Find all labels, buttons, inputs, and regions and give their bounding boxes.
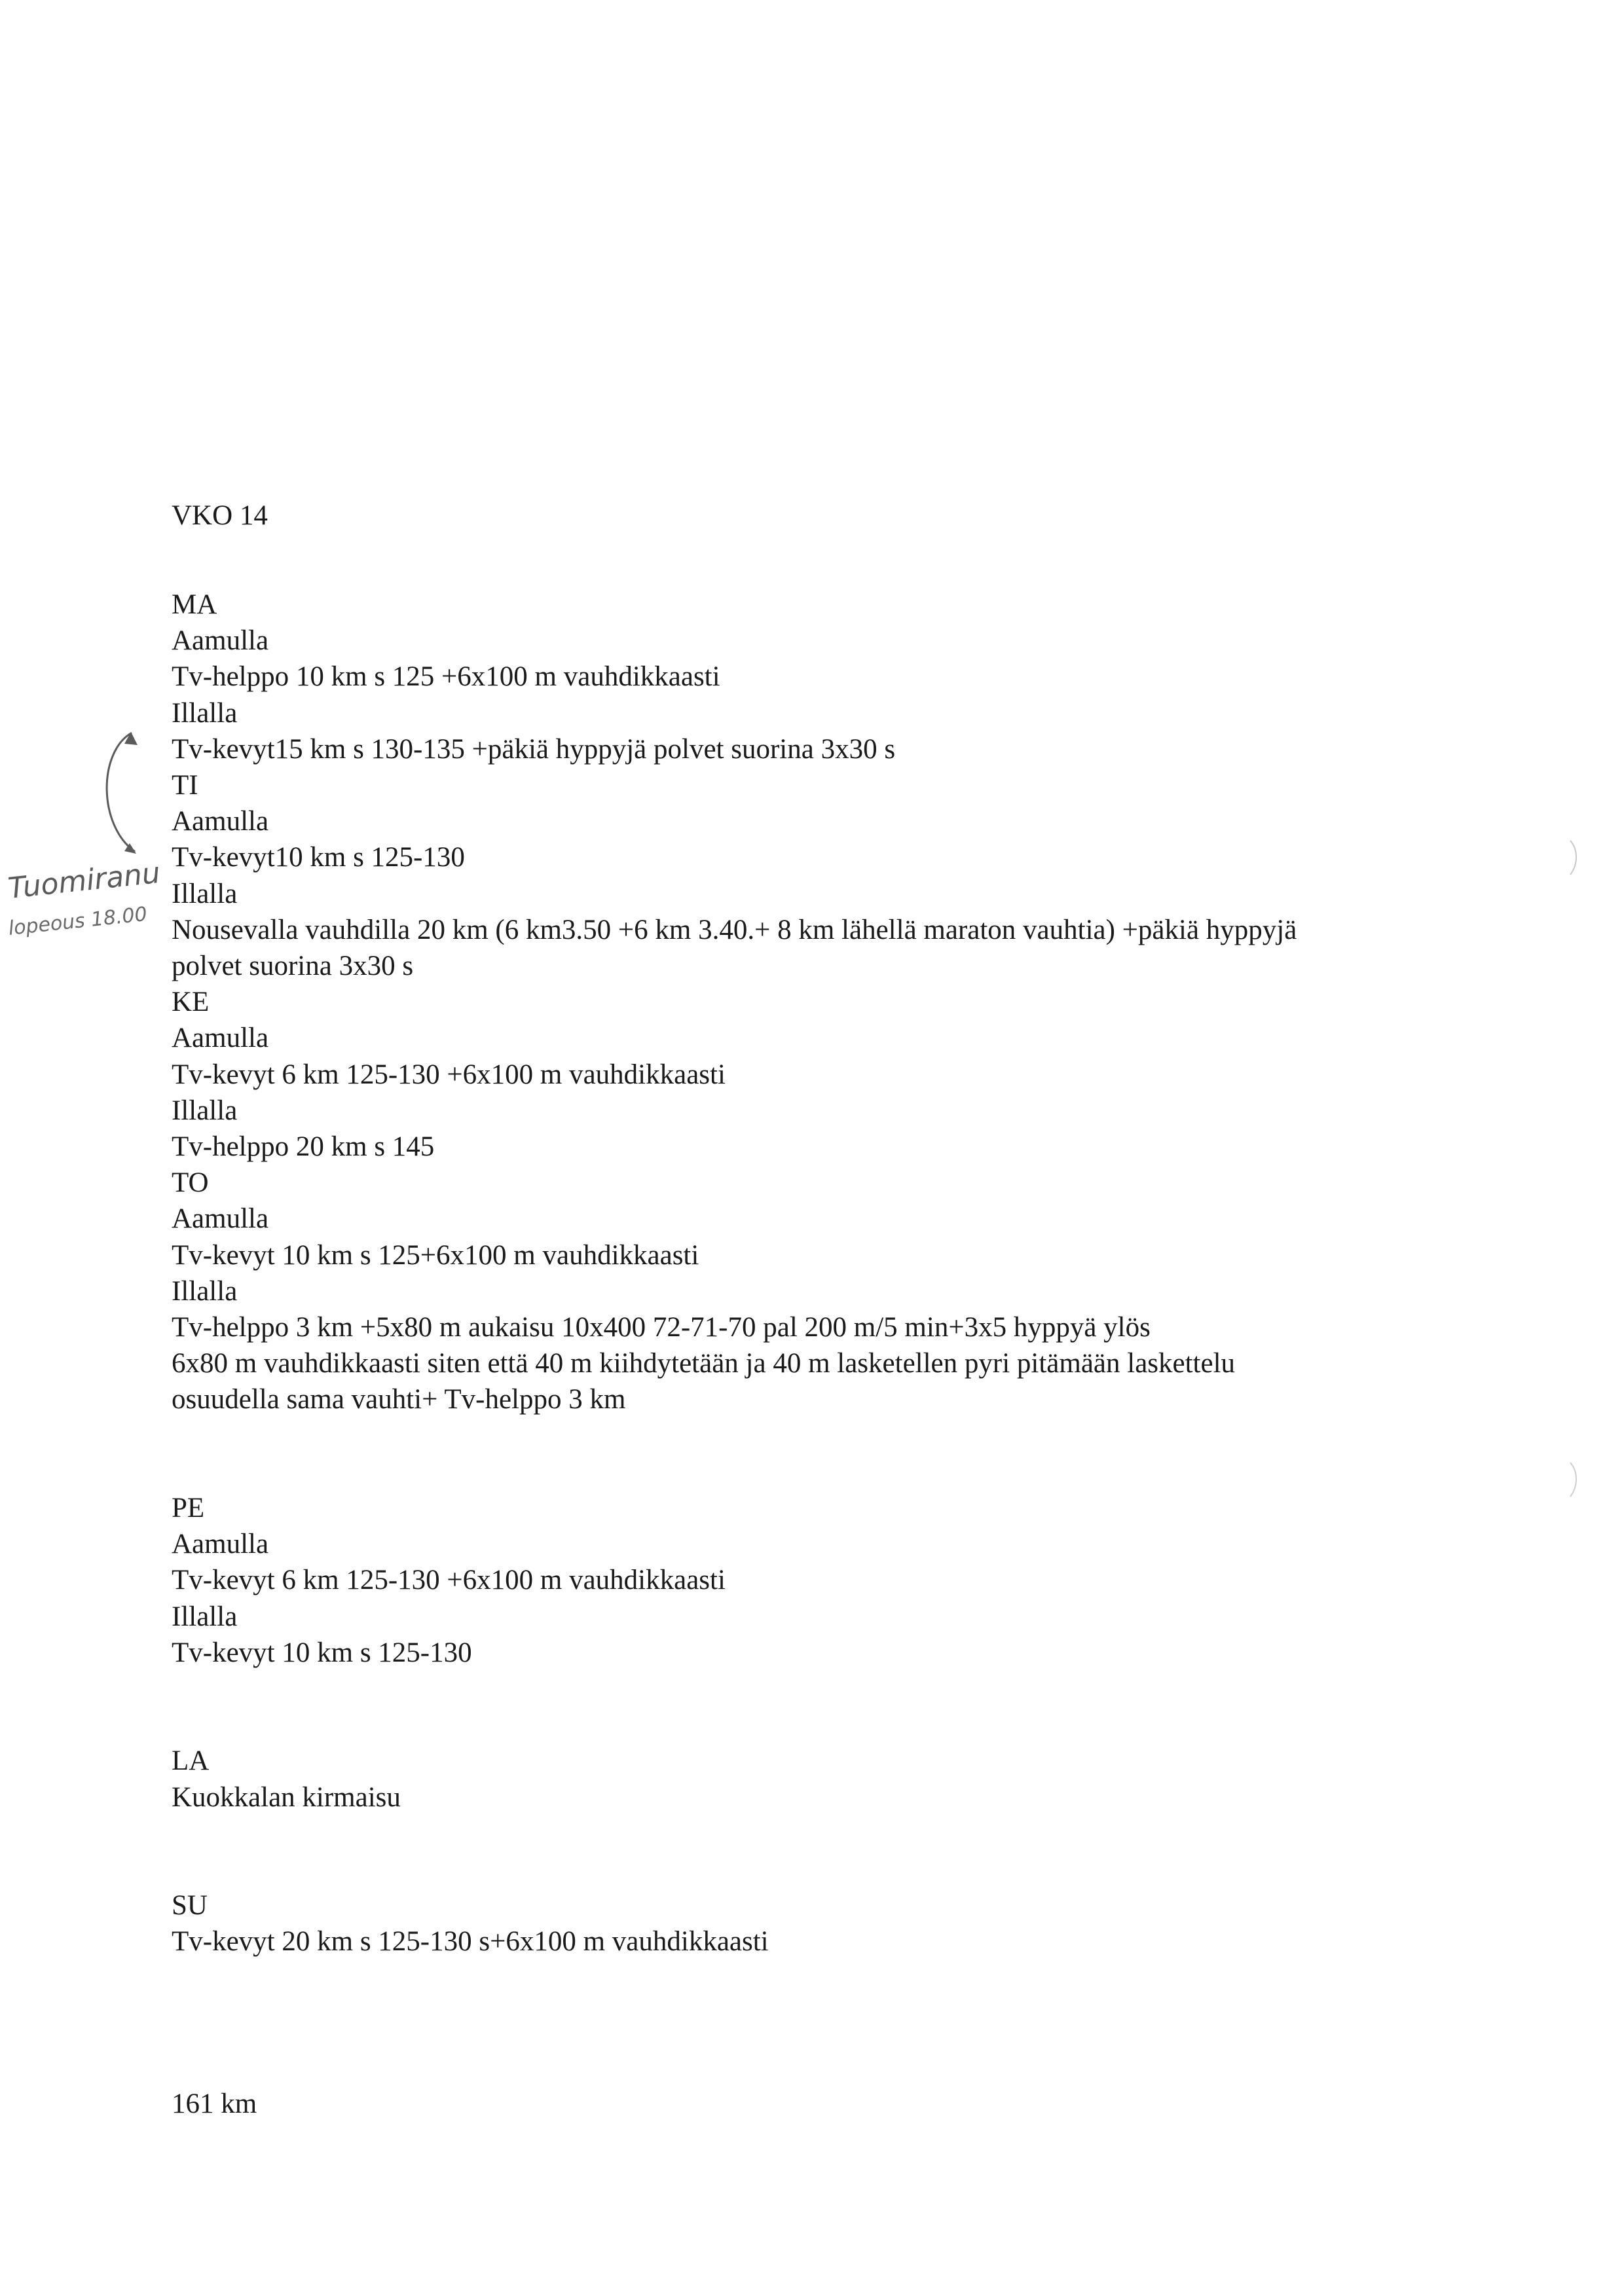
session-text: 6x80 m vauhdikkaasti siten että 40 m kiihdytetään ja 40 m lasketellen pyri pitämään laskettelu: [172, 1348, 1236, 1379]
handwritten-line-2: lopeous 18.00: [7, 902, 149, 940]
session-text: Kuokkalan kirmaisu: [172, 1781, 401, 1813]
session-text: Nousevalla vauhdilla 20 km (6 km3.50 +6 km 3.40.+ 8 km lähellä maraton vauhtia) +päkiä hyppyjä: [172, 914, 1297, 945]
session-text: Tv-kevyt10 km s 125-130: [172, 842, 465, 873]
session-text: Tv-helppo 3 km +5x80 m aukaisu 10x400 72-71-70 pal 200 m/5 min+3x5 hyppyä ylös: [172, 1312, 1151, 1343]
day-heading-ti: TI: [172, 770, 198, 801]
session-label: Aamulla: [172, 1023, 269, 1054]
day-heading-la: LA: [172, 1745, 210, 1777]
session-text: Tv-kevyt15 km s 130-135 +päkiä hyppyjä polvet suorina 3x30 s: [172, 733, 896, 765]
spacer: [172, 1815, 1481, 1851]
scan-mark: [1565, 1460, 1585, 1499]
session-label: Aamulla: [172, 1203, 269, 1235]
session-label: Illalla: [172, 878, 238, 909]
day-heading-su: SU: [172, 1890, 208, 1922]
session-label: Aamulla: [172, 625, 269, 657]
scan-mark: [1565, 838, 1585, 877]
session-text: polvet suorina 3x30 s: [172, 951, 414, 982]
session-text: Tv-kevyt 10 km s 125-130: [172, 1637, 472, 1668]
session-label: Illalla: [172, 697, 238, 729]
session-label: Aamulla: [172, 806, 269, 837]
week-title: VKO 14: [172, 500, 268, 531]
session-text: Tv-kevyt 10 km s 125+6x100 m vauhdikkaasti: [172, 1239, 699, 1271]
spacer: [172, 1707, 1481, 1743]
weekly-total: 161 km: [172, 2088, 257, 2119]
handwritten-line-1: Tuomiranu: [6, 856, 162, 905]
session-text: Tv-helppo 10 km s 125 +6x100 m vauhdikkaasti: [172, 661, 720, 693]
session-label: Illalla: [172, 1095, 238, 1126]
session-text: Tv-helppo 20 km s 145: [172, 1131, 435, 1163]
day-heading-ke: KE: [172, 987, 210, 1018]
session-text: Tv-kevyt 6 km 125-130 +6x100 m vauhdikkaasti: [172, 1059, 726, 1090]
session-label: Illalla: [172, 1275, 238, 1307]
spacer: [172, 1851, 1481, 1887]
spacer: [172, 1454, 1481, 1490]
handwritten-note: [0, 720, 196, 969]
session-label: Illalla: [172, 1601, 238, 1632]
session-label: Aamulla: [172, 1529, 269, 1560]
session-text: Tv-kevyt 6 km 125-130 +6x100 m vauhdikkaasti: [172, 1565, 726, 1596]
spacer: [172, 1418, 1481, 1454]
spacer: [172, 1671, 1481, 1707]
day-heading-to: TO: [172, 1167, 209, 1199]
session-text: Tv-kevyt 20 km s 125-130 s+6x100 m vauhdikkaasti: [172, 1926, 769, 1958]
day-heading-ma: MA: [172, 589, 217, 620]
day-heading-pe: PE: [172, 1493, 205, 1524]
session-text: osuudella sama vauhti+ Tv-helppo 3 km: [172, 1384, 626, 1415]
schedule: [172, 587, 1481, 1960]
curved-arrow-icon: [107, 733, 134, 851]
